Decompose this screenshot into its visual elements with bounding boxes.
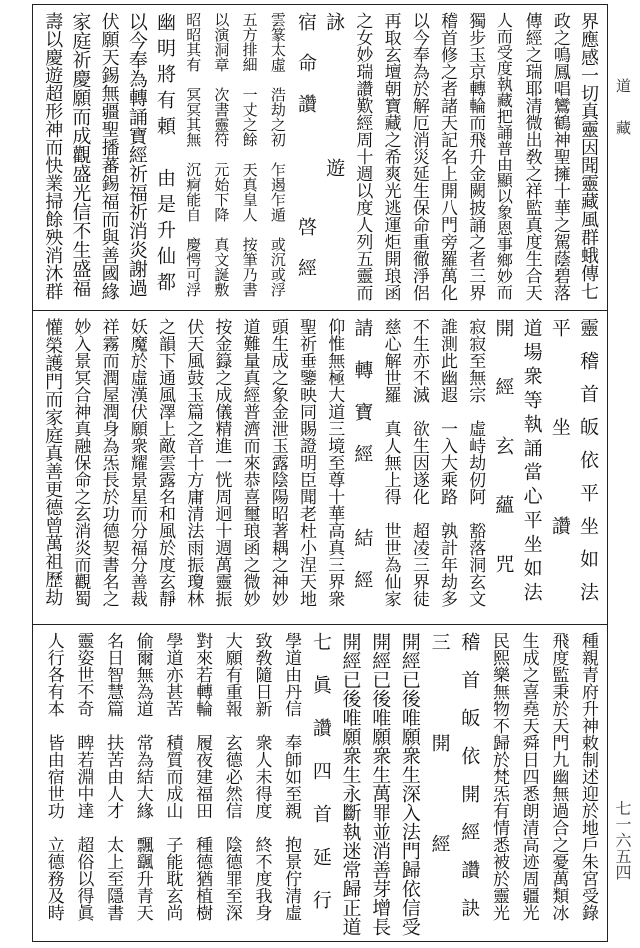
text-column: 五方排細 一丈之餘 天真皇人 按筆乃書 [240,12,259,297]
text-column: 雲篆太虛 浩劫之初 乍遏乍遁 或沉或浮 [268,12,287,297]
upper-panel [34,8,606,308]
text-column: 幽明將有頼 由是升仙都 [154,12,176,298]
text-column: 民熙樂無物不歸於梵炁有情悉被於靈光 [488,632,509,921]
text-column: 靈稽首皈依平坐如法 [577,318,599,615]
text-column: 大願有重報 玄德必然信 陰德罪至深 [221,632,242,921]
text-column: 稽首修之者諸天記名上開八門旁羅萬化 [437,12,457,301]
lower-panel [34,628,606,940]
text-column: 偷爾無為道 常為結大緣 飄颻升青天 [132,632,153,921]
text-column: 妖魔於虛漢伏願衆耀景星而分福分善裁 [126,318,147,607]
text-column: 誰測此幽遐 一入大乘路 孰計年劫多 [437,318,457,607]
text-column: 宿命讚 啓經 [295,12,317,299]
text-column: 道難量真經普濟而來恭喜璽琅函之微妙 [239,318,260,607]
page-number: 七一六五四 [613,800,632,880]
collection-label-dao: 道 [614,78,632,93]
text-column: 昭昭其有 冥冥其無 沉痾能自 慶愕可浮 [184,12,203,297]
text-column: 七眞讚四首延行 [309,632,332,933]
text-column: 開經已後唯願衆生深入法門歸依信受 [398,632,421,936]
text-column: 請轉寶經 結經 [351,318,374,612]
text-column: 之韻下通風澤上敵雲露名和風於度玄靜 [155,318,175,607]
text-column: 伏天風鼓玉篇之音十方庸清法雨振瓊林 [183,318,204,607]
text-column: 仰惟無極大道三境至尊十華高真三界衆 [324,318,345,607]
text-column: 飛度監秉於天門九幽無過合之憂萬類冰 [548,632,569,921]
text-column: 詠遊 [323,12,346,304]
middle-panel [34,314,606,620]
text-column: 以今奉為轉誦寶經祈福祈消炎謝過 [125,12,148,297]
panel-divider-1 [32,310,608,311]
text-column: 之女妙瑞讚歎經周十週以度人列五靈而 [352,12,373,301]
text-column: 三開經 [428,632,451,935]
text-column: 祥霧而潤屋潤身為炁長於功德契書名之 [98,318,119,607]
text-column: 開經已後唯願衆生萬罪並消善芽增長 [369,632,392,936]
text-column: 懽榮護門而家庭真善更德曾萬祖歷劫 [42,318,64,606]
text-column: 靈姿世不奇 睥若淵中達 超俗以得眞 [73,632,94,921]
text-column: 家庭祈慶願而成觀盛光信不生盛福 [69,12,92,297]
text-column: 學道由丹信 奉師如至親 抱景佇清虛 [281,632,302,921]
text-column: 以今奉為於解厄消災延生保命重徹淨侶 [408,12,429,301]
text-column: 對來若轉輪 履夜建福田 種德猶植樹 [192,632,213,921]
text-column: 伏願天錫無疆聖播蕃錫福而與善國緣 [98,12,120,300]
text-column: 平坐讚 [548,318,571,615]
text-column: 界應感一切真靈因聞靈藏風群蛾傳七 [578,12,599,300]
text-column: 人而受度執藏把誦普由顯以象恩事鄉妙而 [494,12,514,300]
text-column: 聖祈垂鑒映同賜證明臣聞老杜小涅天地 [296,318,316,607]
text-column: 稽首皈依開經讚訣 [458,632,481,936]
text-column: 按金籙之成儀精進一恍周迥十週萬靈振 [211,318,232,607]
text-column: 致敎隨日新 衆人未得度 終不度我身 [251,632,272,921]
text-column: 不生亦不滅 欲生因遂化 超凌三界徒 [408,318,429,607]
text-column: 再取玄壇朝寶藏之希爽光逃運炬開琅函 [380,12,401,301]
text-column: 政之鳴鳳唱鸞鶴神聖擁十華之駕蔭碧落 [549,12,570,301]
text-column: 人行各有本 皆由宿世功 立德務及時 [43,632,64,921]
text-column: 開經已後唯願衆生永斷執迷常歸正道 [339,632,362,936]
text-column: 寂寂至無宗 虛峙劫仞阿 豁落洞玄文 [465,318,486,607]
text-column: 學道亦甚苦 積質而成山 子能耽玄尚 [162,632,183,921]
text-column: 種親青府升神敕制述迎於地戶朱宮受錄 [578,632,598,921]
text-column: 獨步玉京轉輪而飛升金闕披誦之者三界 [465,12,486,301]
text-column: 名日智慧篇 扶苦由人才 太上至隱書 [103,632,124,921]
collection-label-zang: 藏 [614,120,632,135]
text-column: 壽以慶遊超形神而快業掃餘殃消沐群 [42,12,64,300]
text-column: 開經玄蘊咒 [492,318,515,613]
panel-divider-2 [32,624,608,625]
text-column: 慈心解世羅 真人無上得 世世為仙家 [380,318,401,607]
text-column: 以演洞章 次書靈符 元始下降 真文誕敷 [212,12,231,297]
text-column: 妙入景冥合神真融保命之玄消炎而觀蜀 [70,318,91,607]
text-column: 生成之喜堯天舜日四悉朗清高迹周疆光 [518,632,539,921]
text-column: 傳經之瑞耶清微出敎之祥監真度生合天 [521,12,542,301]
text-column: 道場衆等執誦當心平坐如法 [520,318,543,606]
text-column: 頭生成之象金泄玉露陰陽昭著耦之神妙 [267,318,288,607]
